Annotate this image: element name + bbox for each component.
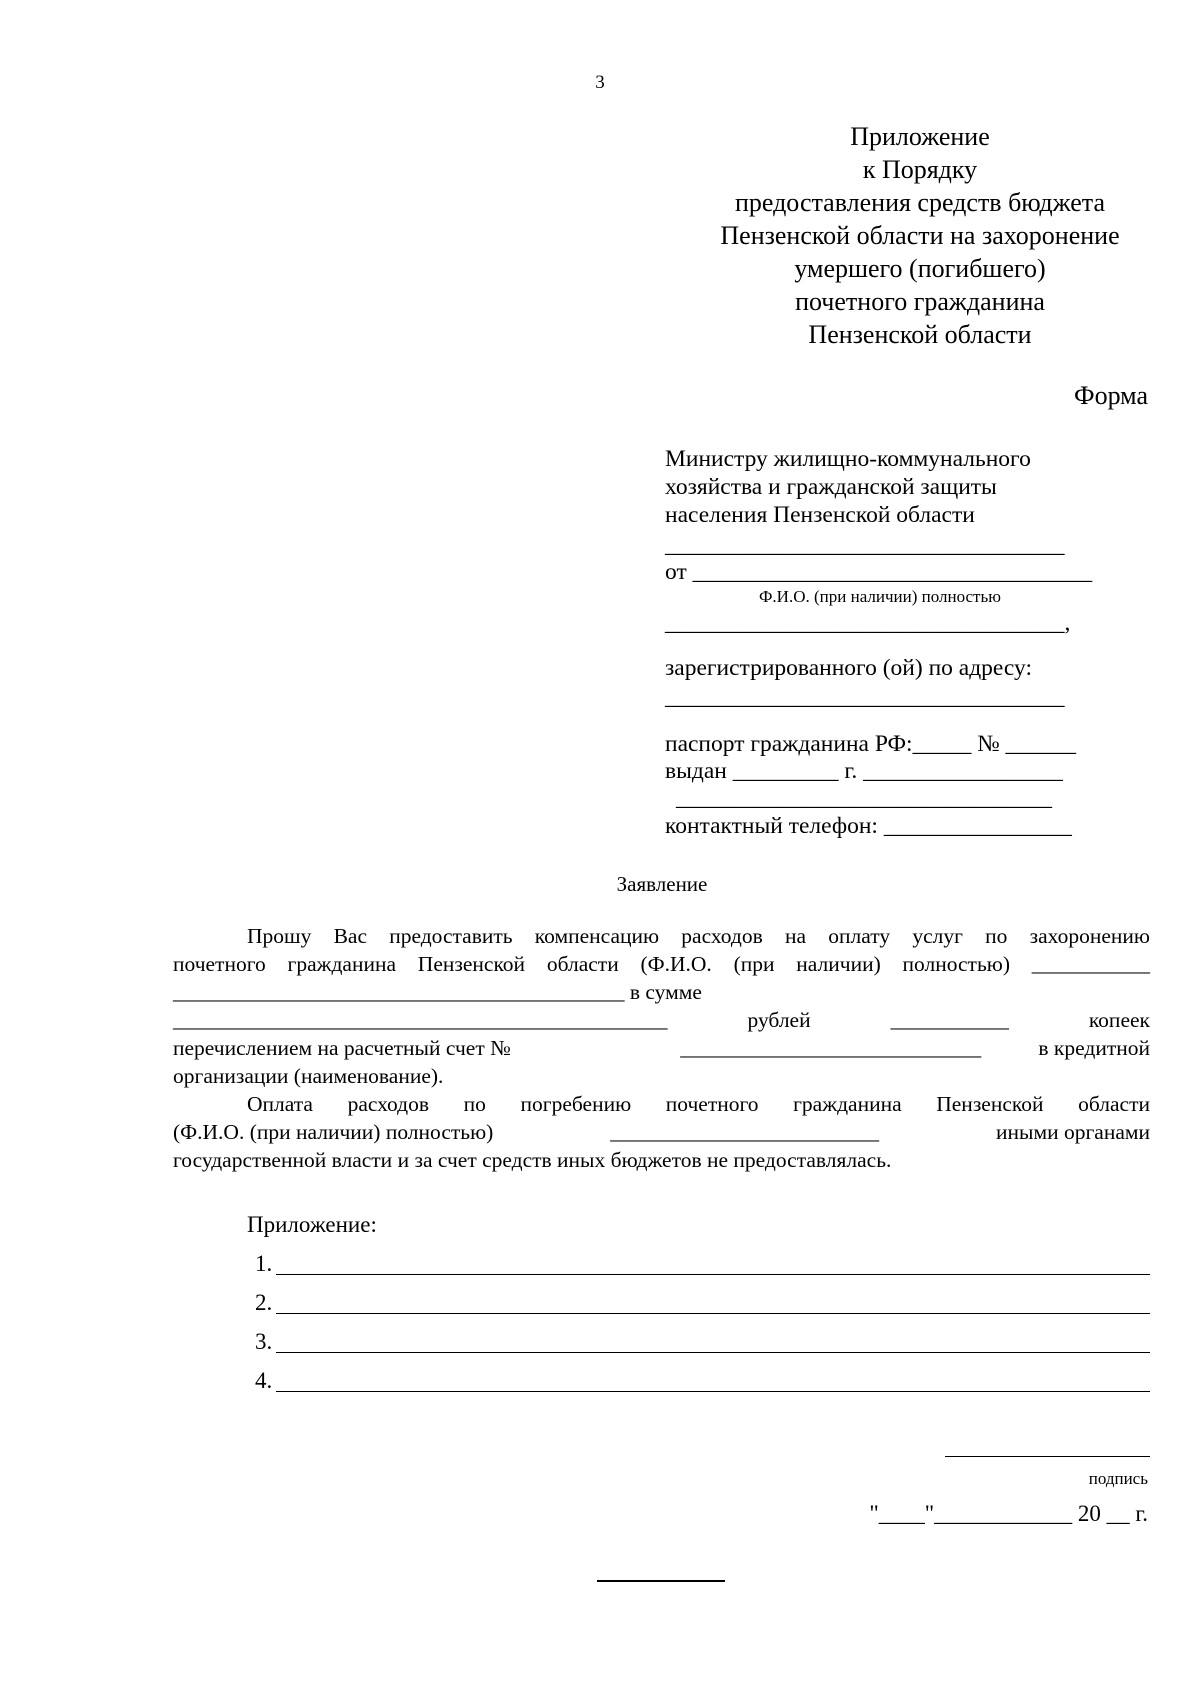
page-number: 3 [595,72,605,93]
phone-field: контактный телефон: ________________ [665,813,1072,839]
attachment-line [276,1391,1150,1392]
passport-field: паспорт гражданина РФ:_____ № ______ [665,731,1077,757]
attachment-number: 3. [255,1329,273,1354]
appendix-line: Пензенской области на захоронение [720,221,1120,250]
signature-line [945,1456,1150,1457]
attachment-number: 2. [255,1290,273,1315]
from-field: от __________________________________ [665,559,1093,585]
fio-caption: Ф.И.О. (при наличии) полностью [759,587,1001,606]
body-line: ______________________________________________ рублей ___________ копеек [173,1008,1150,1032]
body-line: государственной власти и за счет средств иных бюджетов не предоставлялась. [173,1148,892,1172]
appendix-line: умершего (погибшего) [794,254,1046,283]
body-line: почетного гражданина Пензенской области (Ф.И.О. (при наличии) полностью) ___________ [173,952,1150,976]
addressee-line-1: Министру жилищно-коммунального [665,446,1031,472]
body-line: __________________________________________ в сумме [173,980,702,1004]
attachment-number: 1. [255,1251,273,1276]
body-line: перечислением на расчетный счет № ____________________________ в кредитной [173,1036,1150,1060]
registered-address-label: зарегистрированного (ой) по адресу: [665,655,1033,681]
attachment-line [276,1274,1150,1275]
addressee-line-2: хозяйства и гражданской защиты [665,474,997,500]
appendix-line: Приложение [850,122,990,151]
blank-line: ________________________________ [676,785,1052,811]
attachment-line [276,1352,1150,1353]
attachments-label: Приложение: [247,1212,377,1237]
blank-line: __________________________________ [665,684,1065,710]
document-title: Заявление [616,872,708,896]
signature-caption: подпись [1088,1469,1148,1488]
appendix-line: к Порядку [862,155,978,184]
appendix-block [690,120,1150,351]
attachment-number: 4. [255,1368,273,1393]
addressee-line-3: населения Пензенской области [665,502,975,528]
attachment-line [276,1313,1150,1314]
blank-line: __________________________________, [665,610,1071,636]
appendix-line: предоставления средств бюджета [734,188,1106,217]
blank-line: __________________________________ [665,532,1065,558]
date-field: "____"____________ 20 __ г. [869,1501,1148,1526]
body-line: Прошу Вас предоставить компенсацию расходов на оплату услуг по захоронению [247,924,1150,948]
body-line: (Ф.И.О. (при наличии) полностью) _________________________ иными органами [173,1120,1150,1144]
issued-field: выдан _________ г. _________________ [665,758,1063,784]
end-divider [597,1580,725,1582]
form-label: Форма [1074,381,1148,410]
body-line: Оплата расходов по погребению почетного гражданина Пензенской области [247,1092,1150,1116]
appendix-line: Пензенской области [808,320,1032,349]
appendix-line: почетного гражданина [795,287,1045,316]
body-line: организации (наименование). [173,1064,444,1088]
